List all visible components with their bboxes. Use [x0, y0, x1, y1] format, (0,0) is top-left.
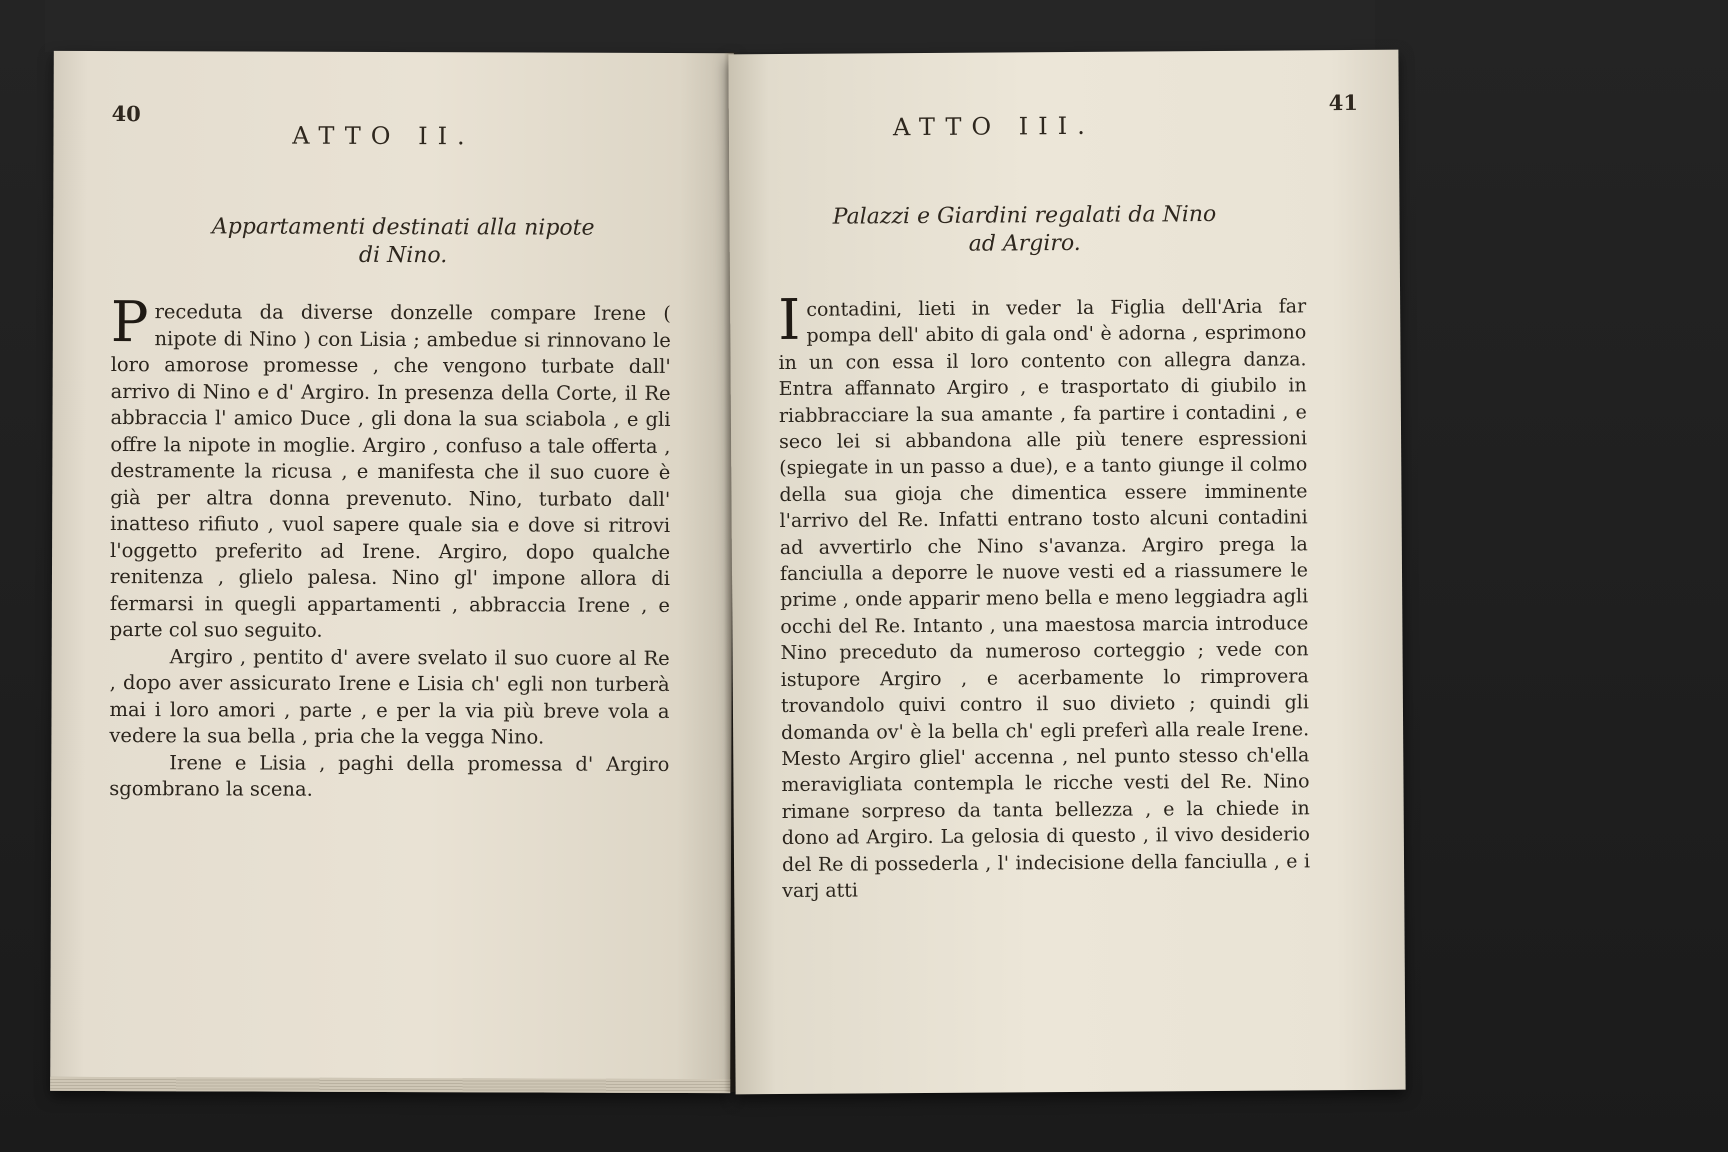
scene-heading-line-1: Palazzi e Giardini regalati da Nino — [832, 201, 1217, 230]
paragraph — [109, 290, 671, 645]
act-heading: ATTO III. — [892, 111, 1095, 142]
right-page — [728, 50, 1405, 1095]
scene-heading-line-2: di Nino. — [358, 242, 448, 269]
paragraph — [778, 287, 1311, 904]
drop-cap: I — [778, 287, 801, 354]
backdrop-band — [45, 0, 1375, 52]
body-text — [109, 290, 671, 804]
paragraph-text: contadini, lieti in veder la Figlia dell'Aria far pompa dell' abito di gala ond' è adorna , esprimono in un con essa il loro contento con allegra danza. Entra affannato Argiro , e trasportato di giubilo in riabbracciare la sua amante , fa partire i contadini , e seco lei si abbandona alle più tenere espressioni (spiegate in un passo a due), e a tanto giunge il colmo della sua gioja che dimentica essere imminente l'arrivo del Re. Infatti entrano tosto alcuni contadini ad avvertirlo che Nino s'avanza. Argiro prega la fanciulla a deporre le nuove vesti ed a riassumere le prime , onde apparir meno bella e meno leggiadra agli occhi del Re. Intanto , una maestosa marcia introduce Nino preceduto da numeroso corteggio ; vede con istupore Argiro , e acerbamente lo rimprovera trovandolo quivi contro il suo divieto ; quindi gli domanda ov' è la bella ch' egli preferì alla reale Irene. Mesto Argiro gliel' accenna , nel punto stesso ch'ella meravigliata contempla le ricche vesti del Re. Nino rimane sorpreso da tanta bellezza , e la chiede in dono ad Argiro. La gelosia di questo , il vivo desiderio del Re di possederla , l' indecisione della fanciulla , e i varj atti — [778, 295, 1311, 902]
paragraph: Irene e Lisia , paghi della promessa d' Argiro sgombrano la scena. — [109, 750, 670, 801]
bleed-through-left — [133, 161, 157, 213]
scene-heading — [123, 213, 683, 271]
drop-cap: P — [110, 290, 149, 356]
scene-heading-line-2: ad Argiro. — [968, 230, 1081, 257]
open-book — [52, 52, 1402, 1097]
page-number: 41 — [1328, 89, 1359, 116]
paragraph: Argiro , pentito d' avere svelato il suo cuore al Re , dopo aver assicurato Irene e Lisia ch' egli non turberà mai i loro amori , parte , e per la via più breve vola a vedere la sua bella , pria che la vegga Nino. — [109, 644, 670, 749]
left-page — [50, 51, 734, 1093]
body-text — [778, 287, 1311, 904]
paragraph-text: receduta da diverse donzelle compare Irene ( nipote di Nino ) con Lisia ; ambedue si rinnovano le loro amorose promesse , che vengono turbate dall' arrivo di Nino e d' Argiro. In presenza della Corte, il Re abbraccia l' amico Duce , gli dona la sua sciabola , e gli offre la nipote in moglie. Argiro , confuso a tale offerta , destramente la ricusa , e manifesta che il suo cuore è già per altra donna prevenuto. Nino, turbato dall' inatteso rifiuto , vuol sapere quale sia e dove si ritrovi l'oggetto preferito ad Irene. Argiro, dopo qualche renitenza , glielo palesa. Nino gl' impone allora di fermarsi in quegli appartamenti , abbraccia Irene , e parte col suo seguito. — [109, 300, 671, 642]
page-number: 40 — [111, 101, 141, 127]
page-edge — [50, 1077, 730, 1093]
scene-heading — [789, 201, 1259, 260]
scene-heading-line-1: Appartamenti destinati alla nipote — [211, 214, 595, 241]
act-heading: ATTO II. — [292, 121, 475, 151]
